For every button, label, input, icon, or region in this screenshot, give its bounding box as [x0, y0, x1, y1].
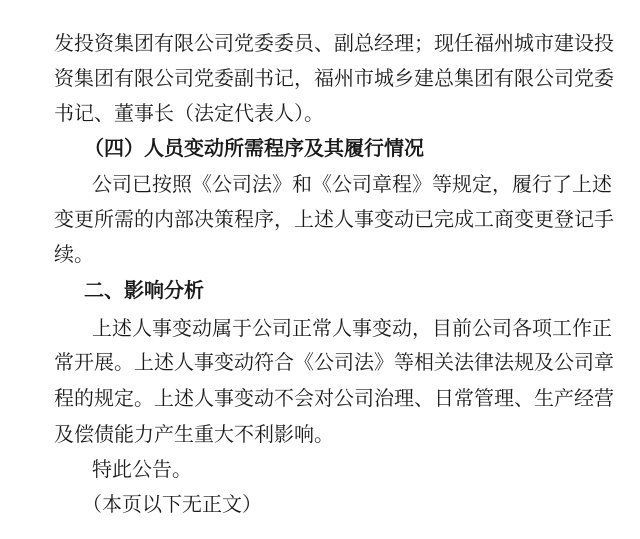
section-two-line-4: 及偿债能力产生重大不利影响。	[54, 422, 334, 446]
closing-statement: 特此公告。	[92, 457, 192, 481]
section-four-line-1: 公司已按照《公司法》和《公司章程》等规定，履行了上述	[92, 172, 612, 196]
section-four-line-2: 变更所需的内部决策程序，上述人事变动已完成工商变更登记手	[54, 207, 614, 231]
section-two-line-2: 常开展。上述人事变动符合《公司法》等相关法律法规及公司章	[54, 350, 614, 374]
intro-line-1: 发投资集团有限公司党委委员、副总经理；现任福州城市建设投	[54, 31, 614, 55]
section-two-line-1: 上述人事变动属于公司正常人事变动，目前公司各项工作正	[92, 316, 612, 340]
section-four-line-3: 续。	[54, 242, 94, 266]
intro-line-2: 资集团有限公司党委副书记，福州市城乡建总集团有限公司党委	[54, 66, 614, 90]
section-two-line-3: 程的规定。上述人事变动不会对公司治理、日常管理、生产经营	[54, 386, 614, 410]
section-four-heading: （四）人员变动所需程序及其履行情况	[84, 136, 424, 160]
intro-line-3: 书记、董事长（法定代表人）。	[54, 101, 324, 125]
end-note: （本页以下无正文）	[82, 492, 262, 516]
section-two-heading: 二、影响分析	[84, 278, 204, 302]
